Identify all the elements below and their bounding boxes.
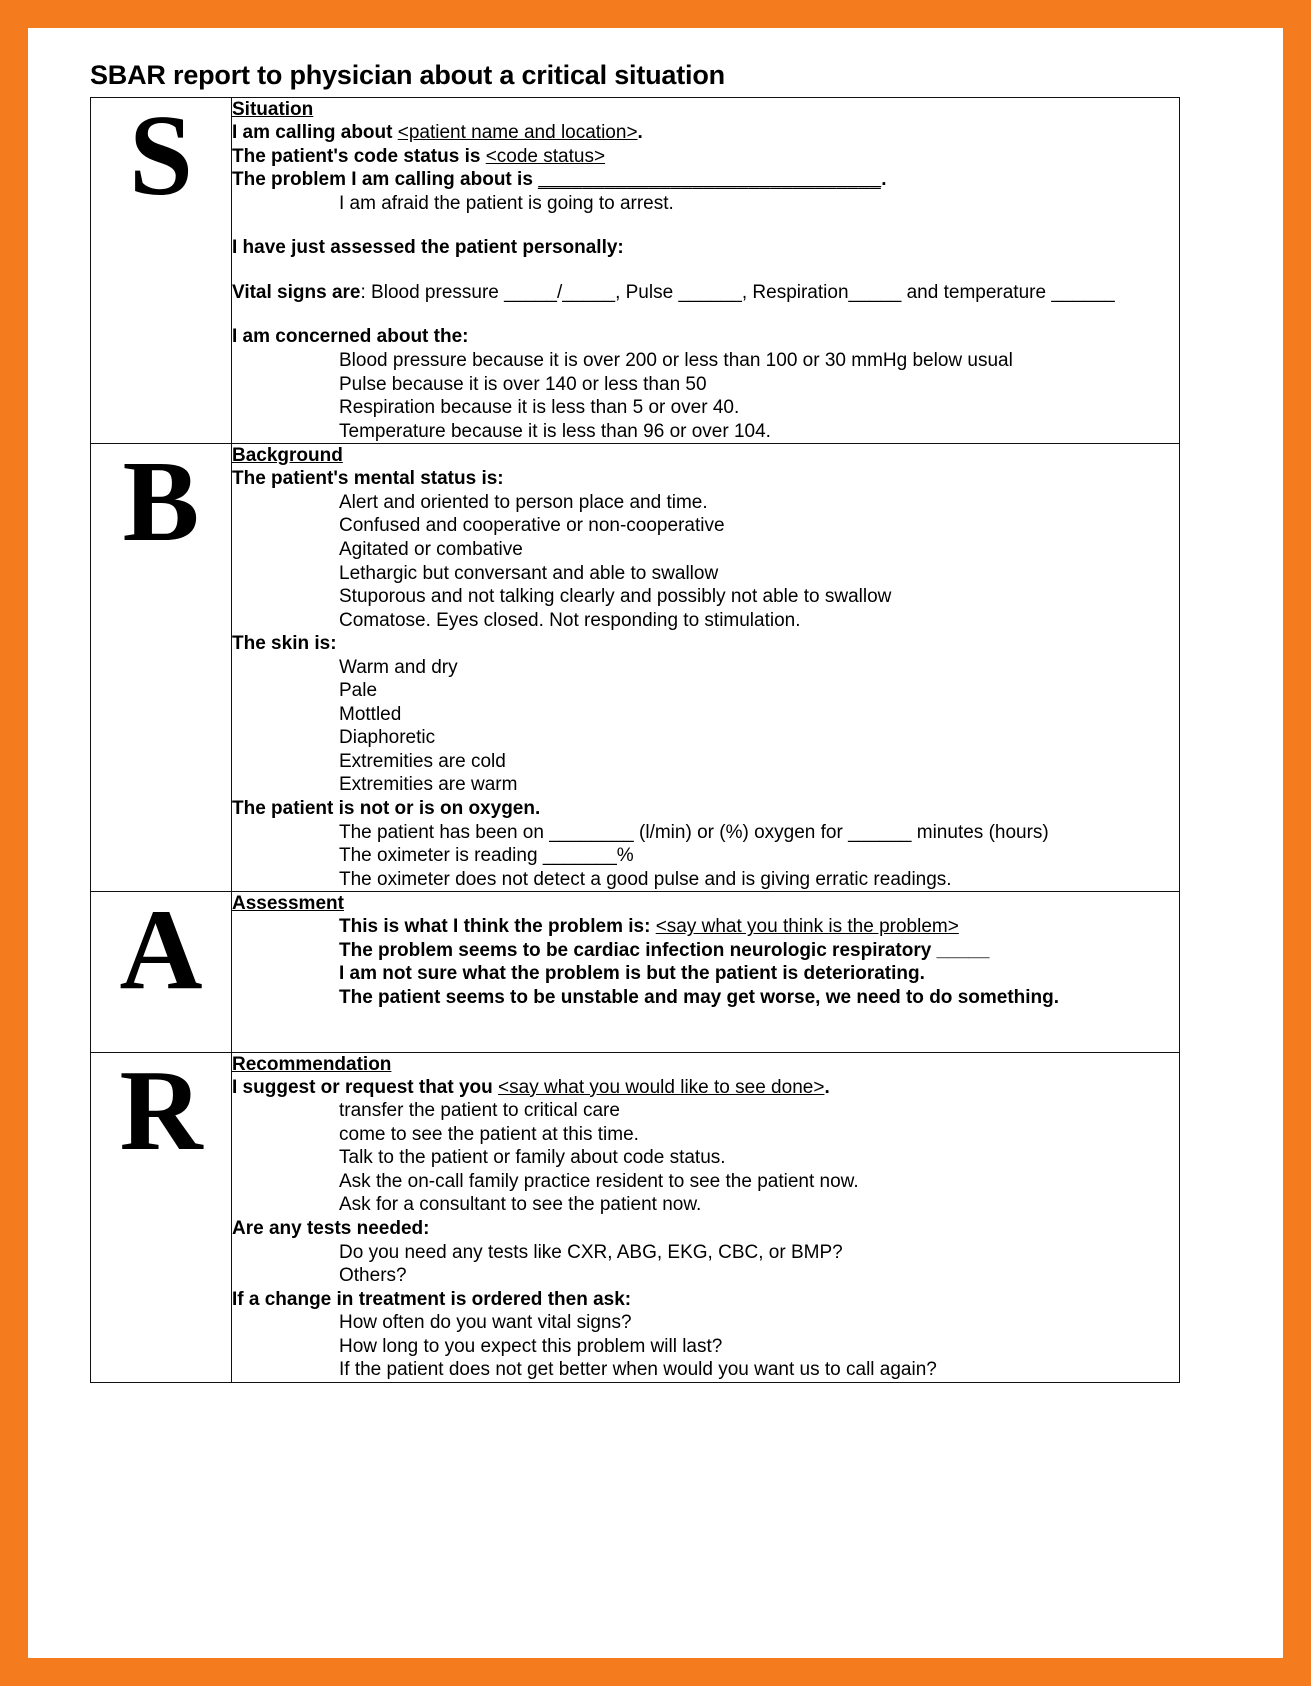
section-line — [232, 325, 1179, 349]
fill-in-placeholder[interactable]: <say what you would like to see done> — [498, 1076, 825, 1098]
section-line — [232, 1335, 1179, 1359]
section-line — [232, 679, 1179, 703]
line-spacer — [232, 1031, 1179, 1052]
line-text: Extremities are warm — [339, 774, 518, 796]
line-text: Respiration because it is less than 5 or over 40. — [339, 397, 740, 419]
sbar-letter: B — [122, 438, 200, 566]
section-line — [232, 514, 1179, 538]
section-line — [232, 1170, 1179, 1194]
line-spacer — [232, 304, 1179, 325]
line-text: Are any tests needed: — [232, 1218, 430, 1240]
section-line — [232, 915, 1179, 939]
section-line — [232, 726, 1179, 750]
line-text: I am calling about — [232, 122, 398, 144]
section-line — [232, 538, 1179, 562]
section-line — [232, 1193, 1179, 1217]
fill-in-blank[interactable]: _______________________________ — [538, 169, 882, 191]
section-line — [232, 868, 1179, 892]
sbar-letter-cell-s — [91, 92, 232, 444]
line-text: Diaphoretic — [339, 727, 436, 749]
sbar-letter-cell-r — [91, 1046, 232, 1382]
line-spacer — [232, 1010, 1179, 1031]
section-line — [232, 168, 1179, 192]
line-text: Confused and cooperative or non-cooperative — [339, 515, 725, 537]
section-line — [232, 192, 1179, 216]
line-text: The patient has been on ________ (l/min) or (%) oxygen for ______ minutes (hours) — [339, 821, 1049, 843]
section-line — [232, 373, 1179, 397]
section-line — [232, 349, 1179, 373]
sbar-section-row — [91, 98, 1180, 444]
section-line — [232, 236, 1179, 260]
section-line — [232, 773, 1179, 797]
section-line — [232, 962, 1179, 986]
line-text: The problem I am calling about is — [232, 169, 539, 191]
sbar-section-row — [91, 892, 1180, 1052]
section-line — [232, 1123, 1179, 1147]
line-text: The patient's mental status is: — [232, 468, 504, 490]
line-text: How often do you want vital signs? — [339, 1312, 632, 1334]
line-text: Agitated or combative — [339, 539, 523, 560]
line-text: transfer the patient to critical care — [339, 1100, 620, 1122]
line-text: I am afraid the patient is going to arrest. — [339, 192, 674, 214]
sbar-section-row — [91, 1052, 1180, 1382]
line-text: come to see the patient at this time. — [339, 1123, 639, 1145]
line-text: Vital signs are — [232, 281, 361, 303]
line-text: Ask the on-call family practice resident to see the patient now. — [339, 1170, 859, 1192]
section-line — [232, 609, 1179, 633]
line-text-rest: : Blood pressure _____/_____, Pulse ______, Respiration_____ and temperature ______ — [360, 281, 1115, 303]
line-text: I am not sure what the problem is but the patient is deteriorating. — [339, 963, 925, 985]
line-text: I suggest or request that you — [232, 1076, 499, 1098]
line-text: If the patient does not get better when would you want us to call again? — [339, 1359, 937, 1381]
line-text: Talk to the patient or family about code status. — [339, 1147, 726, 1169]
line-text: Extremities are cold — [339, 750, 506, 772]
line-text: The skin is: — [232, 633, 337, 655]
section-line — [232, 750, 1179, 774]
section-line — [232, 1099, 1179, 1123]
section-line — [232, 1241, 1179, 1265]
line-text: Do you need any tests like CXR, ABG, EKG, CBC, or BMP? — [339, 1241, 843, 1263]
line-spacer — [232, 215, 1179, 236]
line-tail: . — [881, 169, 887, 191]
section-line — [232, 1288, 1179, 1312]
section-line — [232, 281, 1179, 305]
section-line — [232, 797, 1179, 821]
line-text: Mottled — [339, 703, 402, 725]
line-text: The patient seems to be unstable and may get worse, we need to do something. — [339, 987, 1060, 1009]
line-text: The oximeter is reading _______% — [339, 845, 634, 867]
section-line — [232, 562, 1179, 586]
sbar-letter: R — [119, 1046, 203, 1174]
section-heading: Background — [232, 445, 343, 467]
line-text: This is what I think the problem is: — [339, 916, 656, 938]
sbar-body-cell-r — [232, 1052, 1180, 1382]
page-title: SBAR report to physician about a critical situation — [90, 60, 725, 90]
section-line — [232, 121, 1179, 145]
sbar-body-cell-b — [232, 444, 1180, 892]
line-text: Pulse because it is over 140 or less than 50 — [339, 373, 707, 395]
line-text: Ask for a consultant to see the patient now. — [339, 1194, 702, 1216]
fill-in-placeholder[interactable]: <code status> — [485, 145, 606, 167]
section-heading: Assessment — [232, 893, 344, 915]
line-spacer — [232, 260, 1179, 281]
section-line — [232, 420, 1179, 444]
line-text: Lethargic but conversant and able to swallow — [339, 562, 719, 584]
line-tail: . — [637, 122, 643, 144]
section-line — [232, 939, 1179, 963]
section-line — [232, 145, 1179, 169]
sbar-body-cell-s — [232, 98, 1180, 444]
section-line — [232, 986, 1179, 1010]
line-text: The problem seems to be cardiac infection neurologic respiratory _____ — [339, 939, 990, 961]
section-line — [232, 1264, 1179, 1288]
line-text: Temperature because it is less than 96 or over 104. — [339, 420, 771, 442]
section-line — [232, 491, 1179, 515]
sbar-body-cell-a — [232, 892, 1180, 1052]
section-line — [232, 703, 1179, 727]
section-line — [232, 467, 1179, 491]
line-text: I am concerned about the: — [232, 326, 469, 348]
section-heading: Recommendation — [232, 1053, 392, 1075]
line-text: The patient's code status is — [232, 145, 486, 167]
line-text: Others? — [339, 1265, 407, 1287]
section-heading: Situation — [232, 99, 314, 120]
line-tail: . — [824, 1076, 830, 1098]
line-text: The patient is not or is on oxygen. — [232, 798, 541, 820]
line-text: Comatose. Eyes closed. Not responding to stimulation. — [339, 609, 801, 631]
section-line — [232, 1358, 1179, 1382]
section-line — [232, 1146, 1179, 1170]
sbar-letter: A — [119, 886, 203, 1014]
line-text: Blood pressure because it is over 200 or less than 100 or 30 mmHg below usual — [339, 350, 1013, 371]
section-line — [232, 1311, 1179, 1335]
section-line — [232, 656, 1179, 680]
line-text: How long to you expect this problem will last? — [339, 1335, 723, 1357]
line-text: Alert and oriented to person place and time. — [339, 491, 708, 513]
document-sheet — [60, 60, 1180, 1383]
section-line — [232, 821, 1179, 845]
section-line — [232, 1217, 1179, 1241]
sbar-letter: S — [129, 92, 193, 219]
line-text: The oximeter does not detect a good pulse and is giving erratic readings. — [339, 868, 952, 890]
fill-in-placeholder[interactable]: <patient name and location> — [397, 122, 638, 144]
line-text: Warm and dry — [339, 656, 458, 678]
sbar-table — [90, 92, 1180, 1383]
section-line — [232, 844, 1179, 868]
line-text: Pale — [339, 680, 378, 702]
line-text: I have just assessed the patient personally: — [232, 237, 624, 259]
document-page — [28, 28, 1283, 1658]
sbar-section-row — [91, 444, 1180, 892]
section-line — [232, 632, 1179, 656]
line-text: If a change in treatment is ordered then ask: — [232, 1288, 632, 1310]
section-line — [232, 1076, 1179, 1100]
section-line — [232, 585, 1179, 609]
section-line — [232, 396, 1179, 420]
sbar-letter-cell-a — [91, 886, 232, 1052]
sbar-letter-cell-b — [91, 438, 232, 892]
line-text: Stuporous and not talking clearly and possibly not able to swallow — [339, 586, 892, 608]
fill-in-placeholder[interactable]: <say what you think is the problem> — [655, 916, 959, 938]
